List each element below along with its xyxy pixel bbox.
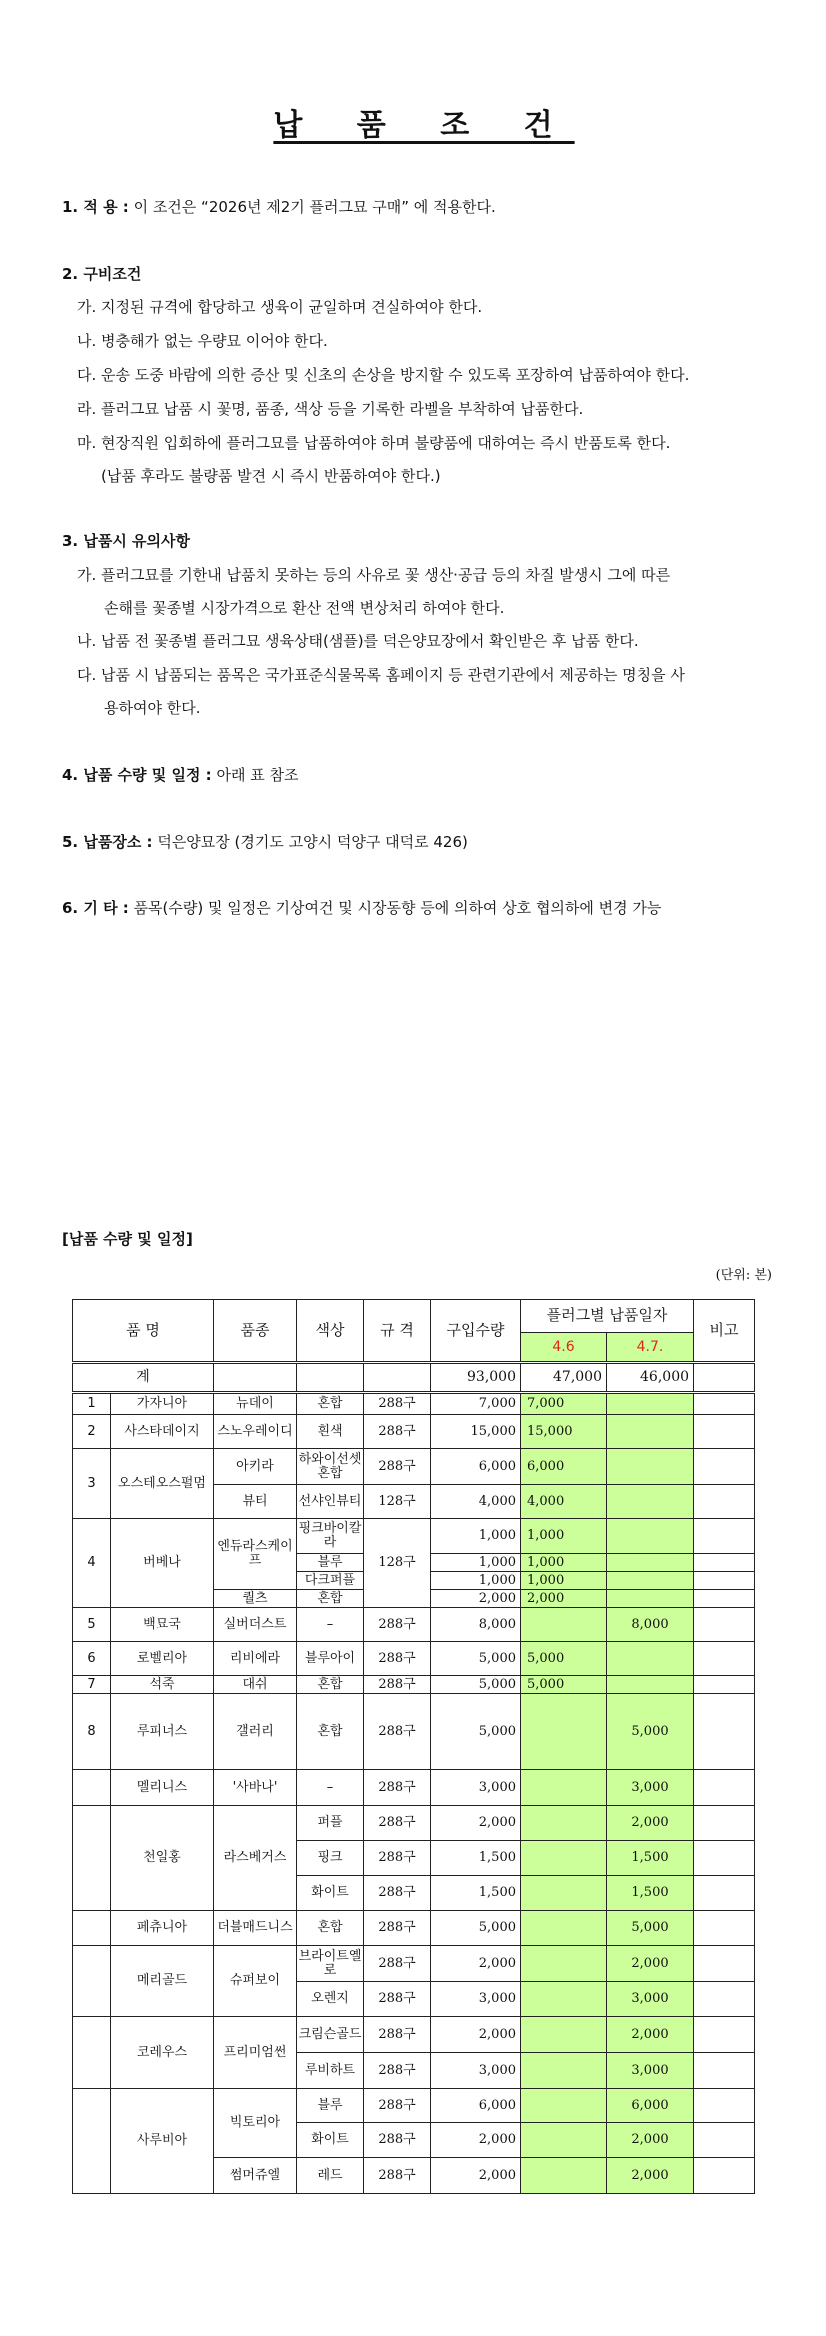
table-row: 오렌지 288구 3,000 3,000 [73,1982,755,2017]
delivery-table [72,1299,755,2194]
table-row: 화이트 288구 2,000 2,000 [73,2123,755,2158]
section-3-item: 손해를 꽃종별 시장가격으로 환산 전액 변상처리 하여야 한다. [104,599,505,617]
table-row: 7 석죽 대쉬 혼합 288구 5,000 5,000 [73,1676,755,1694]
table-row: 5 백묘국 실버더스트 – 288구 8,000 8,000 [73,1608,755,1642]
section-3-item: 가. 플러그묘를 기한내 납품치 못하는 등의 사유로 꽃 생산·공급 등의 차질 발생시 그에 따른 [77,566,671,584]
section-2-item: 라. 플러그묘 납품 시 꽃명, 품종, 색상 등을 기록한 라벨을 부착하여 납품한다. [77,400,584,418]
table-row: 멜리니스 '사바나' – 288구 3,000 3,000 [73,1770,755,1806]
section-6: 6. 기 타 : 품목(수량) 및 일정은 기상여건 및 시장동향 등에 의하여 상호 협의하에 변경 가능 [62,899,662,917]
table-row: 퀄츠 혼합 2,000 2,000 [73,1590,755,1608]
section-3-item: 용하여야 한다. [104,699,201,717]
section-2-item: 나. 병충해가 없는 우량묘 이어야 한다. [77,332,328,350]
date-header: 4.7. [607,1333,694,1363]
section-3-item: 나. 납품 전 꽃종별 플러그묘 생육상태(샘플)를 덕은양묘장에서 확인받은 후 납품 한다. [77,632,639,650]
section-5: 5. 납품장소 : 덕은양묘장 (경기도 고양시 덕양구 대덕로 426) [62,833,468,851]
table-row: 루비하트 288구 3,000 3,000 [73,2053,755,2089]
table-row: 화이트 288구 1,500 1,500 [73,1876,755,1911]
table-row: 코레우스 프리미엄썬 크림슨골드 288구 2,000 2,000 [73,2017,755,2053]
page-title: 납 품 조 건 [273,108,575,143]
table-row: 메리골드 슈퍼보이 브라이트옐로 288구 2,000 2,000 [73,1946,755,1982]
table-row: 블루 1,000 1,000 [73,1554,755,1572]
section-3-item: 다. 납품 시 납품되는 품목은 국가표준식물목록 홈페이지 등 관련기관에서 제공하는 명칭을 사 [77,666,685,684]
table-row: 다크퍼플 1,000 1,000 [73,1572,755,1590]
unit-label: (단위: 본) [715,1268,772,1283]
table-row: 페츄니아 더블매드니스 혼합 288구 5,000 5,000 [73,1911,755,1946]
table-row: 8 루피너스 갤러리 혼합 288구 5,000 5,000 [73,1694,755,1770]
section-2-item: 다. 운송 도중 바람에 의한 증산 및 신초의 손상을 방지할 수 있도록 포장하여 납품하여야 한다. [77,366,690,384]
table-row: 사루비아 빅토리아 블루 288구 6,000 6,000 [73,2089,755,2123]
table-row: 1 가자니아 뉴데이 혼합 288구 7,000 7,000 [73,1393,755,1415]
section-4: 4. 납품 수량 및 일정 : 아래 표 참조 [62,766,299,784]
table-title: [납품 수량 및 일정] [62,1230,193,1248]
section-1: 1. 적 용 : 이 조건은 “2026년 제2기 플러그묘 구매” 에 적용한다. [62,198,496,216]
section-3-heading: 3. 납품시 유의사항 [62,532,191,550]
table-row: 4 버베나 엔듀라스케이프 핑크바이칼라 128구 1,000 1,000 [73,1519,755,1554]
table-row: 6 로벨리아 리비에라 블루아이 288구 5,000 5,000 [73,1642,755,1676]
table-row: 2 사스타데이지 스노우레이디 흰색 288구 15,000 15,000 [73,1415,755,1449]
total-row: 계 93,000 47,000 46,000 [73,1363,755,1393]
table-row: 3 오스테오스펄멈 아키라 하와이선셋혼합 288구 6,000 6,000 [73,1449,755,1485]
table-header-row: 품 명 품종 색상 규 격 구입수량 플러그별 납품일자 비고 [73,1300,755,1333]
table-row: 핑크 288구 1,500 1,500 [73,1841,755,1876]
table-row: 썸머쥬엘 레드 288구 2,000 2,000 [73,2158,755,2194]
table-row: 뷰티 선샤인뷰티 128구 4,000 4,000 [73,1485,755,1519]
section-2-item: 가. 지정된 규격에 합당하고 생육이 균일하며 견실하여야 한다. [77,298,483,316]
section-2-heading: 2. 구비조건 [62,265,142,283]
table-row: 천일홍 라스베거스 퍼플 288구 2,000 2,000 [73,1806,755,1841]
section-2-item: (납품 후라도 불량품 발견 시 즉시 반품하여야 한다.) [101,467,441,485]
date-header: 4.6 [521,1333,607,1363]
section-2-item: 마. 현장직원 입회하에 플러그묘를 납품하여야 하며 불량품에 대하여는 즉시 반품토록 한다. [77,434,671,452]
